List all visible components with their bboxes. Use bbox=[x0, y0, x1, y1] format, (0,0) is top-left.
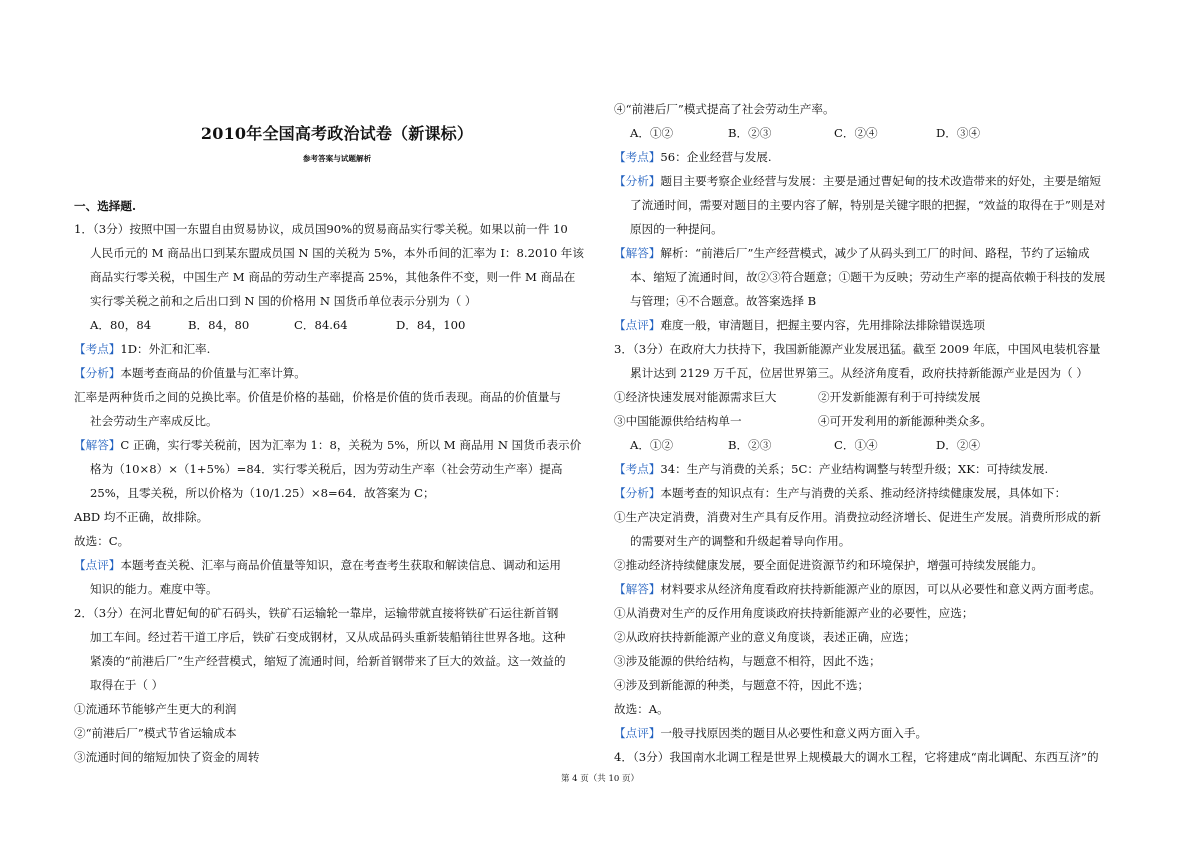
dianping-tag: 【点评】 bbox=[614, 726, 661, 740]
jieda-tag: 【解答】 bbox=[74, 438, 121, 452]
dianping-tag: 【点评】 bbox=[614, 318, 661, 332]
q2-dianping-text: 难度一般，审清题目，把握主要内容，先用排除法排除错误选项 bbox=[660, 318, 986, 332]
q1-fenxi-text: 本题考查商品的价值量与汇率计算。 bbox=[120, 366, 306, 380]
q3-option-a: A．①② bbox=[630, 438, 674, 452]
q3-item-1: ①经济快速发展对能源需求巨大 bbox=[614, 390, 777, 404]
q2-jieda-line-1: 解析：“前港后厂”生产经营模式，减少了从码头到工厂的时间、路程，节约了运输成 bbox=[660, 246, 1090, 260]
q3-kaodian bbox=[614, 461, 1048, 477]
q3-option-c: C．①④ bbox=[834, 438, 878, 452]
q2-item-2: ②“前港后厂”模式节省运输成本 bbox=[74, 726, 237, 740]
q1-dianping bbox=[74, 557, 561, 573]
q3-reason-2: ②从政府扶持新能源产业的意义角度谈，表述正确，应选； bbox=[614, 630, 916, 644]
q2-fenxi-line-3: 原因的一种提问。 bbox=[630, 222, 723, 236]
q3-jieda-text: 材料要求从经济角度看政府扶持新能源产业的原因，可以从必要性和意义两方面考虑。 bbox=[660, 582, 1101, 596]
q2-item-3: ③流通时间的缩短加快了资金的周转 bbox=[74, 750, 260, 764]
q2-jieda-line-3: 与管理；④不合题意。故答案选择 B bbox=[630, 294, 817, 308]
q1-option-d: D．84，100 bbox=[396, 318, 466, 332]
q2-line-2: 加工车间。经过若干道工序后，铁矿石变成钢材，又从成品码头重新装船销往世界各地。这种 bbox=[90, 630, 566, 644]
dianping-tag: 【点评】 bbox=[74, 558, 121, 572]
q2-fenxi-line-1: 题目主要考察企业经营与发展：主要是通过曹妃甸的技术改造带来的好处，主要是缩短 bbox=[660, 174, 1101, 188]
q3-kaodian-text: 34：生产与消费的关系；5C：产业结构调整与转型升级；XK：可持续发展. bbox=[660, 462, 1049, 476]
q1-choice: 故选：C。 bbox=[74, 534, 130, 548]
q1-jieda-line-1: C 正确，实行零关税前，因为汇率为 1：8，关税为 5%，所以 M 商品用 N 国货币表示价 bbox=[120, 438, 582, 452]
q1-dianping-line-1: 本题考查关税、汇率与商品价值量等知识，意在考查考生获取和解读信息、调动和运用 bbox=[120, 558, 561, 572]
q1-line-4: 实行零关税之前和之后出口到 N 国的价格用 N 国货币单位表示分别为（ ） bbox=[90, 294, 477, 308]
q1-option-a: A．80，84 bbox=[90, 318, 152, 332]
page-subtitle: 参考答案与试题解析 bbox=[302, 154, 372, 163]
q2-fenxi-line-2: 了流通时间，需要对题目的主要内容了解，特别是关键字眼的把握，“效益的取得在于”则是对 bbox=[630, 198, 1106, 212]
q4-line-1: 4．（3分）我国南水北调工程是世界上规模最大的调水工程，它将建成“南北调配、东西互济”的 bbox=[614, 750, 1099, 764]
q2-line-4: 取得在于（ ） bbox=[90, 678, 164, 692]
q3-body-line-1: ①生产决定消费，消费对生产具有反作用。消费拉动经济增长、促进生产发展。消费所形成的新 bbox=[614, 510, 1101, 524]
page-footer: 第 4 页（共 10 页） bbox=[560, 774, 640, 784]
q2-item-1: ①流通环节能够产生更大的利润 bbox=[74, 702, 237, 716]
kaodian-tag: 【考点】 bbox=[614, 150, 661, 164]
q1-body-line-2: 社会劳动生产率成反比。 bbox=[90, 414, 218, 428]
q1-abd-note: ABD 均不正确，故排除。 bbox=[74, 510, 209, 524]
q1-body-line-1: 汇率是两种货币之间的兑换比率。价值是价格的基础，价格是价值的货币表现。商品的价值量与 bbox=[74, 390, 561, 404]
q2-option-d: D．③④ bbox=[936, 126, 981, 140]
q3-dianping-text: 一般寻找原因类的题目从必要性和意义两方面入手。 bbox=[660, 726, 928, 740]
q3-dianping bbox=[614, 725, 927, 741]
jieda-tag: 【解答】 bbox=[614, 246, 661, 260]
q1-jieda-line-3: 25%，且零关税，所以价格为（10/1.25）×8=64．故答案为 C； bbox=[90, 486, 435, 500]
q1-jieda-line-2: 格为（10×8）×（1+5%）=84．实行零关税后，因为劳动生产率（社会劳动生产率）提高 bbox=[90, 462, 563, 476]
q3-item-4: ④可开发利用的新能源种类众多。 bbox=[818, 414, 992, 428]
q1-kaodian-text: 1D：外汇和汇率. bbox=[120, 342, 211, 356]
q1-line-1: 1．（3分）按照中国一东盟自由贸易协议，成员国90%的贸易商品实行零关税。如果以前一件 10 bbox=[74, 222, 568, 236]
q1-line-2: 人民币元的 M 商品出口到某东盟成员国 N 国的关税为 5%，本外币间的汇率为 I：8.2010 年该 bbox=[90, 246, 584, 260]
q1-jieda bbox=[74, 437, 581, 453]
q2-dianping bbox=[614, 317, 985, 333]
q3-item-2: ②开发新能源有利于可持续发展 bbox=[818, 390, 981, 404]
fenxi-tag: 【分析】 bbox=[74, 366, 121, 380]
q3-line-1: 3．（3分）在政府大力扶持下，我国新能源产业发展迅猛。截至 2009 年底，中国风电装机容量 bbox=[614, 342, 1101, 356]
q1-line-3: 商品实行零关税，中国生产 M 商品的劳动生产率提高 25%，其他条件不变，则一件 M 商品在 bbox=[90, 270, 576, 284]
q2-kaodian bbox=[614, 149, 772, 165]
q1-dianping-line-2: 知识的能力。难度中等。 bbox=[90, 582, 218, 596]
q2-jieda-line-2: 本、缩短了流通时间，故②③符合题意；①题干为反映；劳动生产率的提高依赖于科技的发展 bbox=[630, 270, 1106, 284]
page-title: 2010年全国高考政治试卷（新课标） bbox=[200, 124, 474, 143]
q3-body-line-2: 的需要对生产的调整和升级起着导向作用。 bbox=[630, 534, 851, 548]
q1-kaodian bbox=[74, 341, 210, 357]
q3-fenxi bbox=[614, 485, 1066, 501]
fenxi-tag: 【分析】 bbox=[614, 486, 661, 500]
q2-option-b: B．②③ bbox=[728, 126, 772, 140]
q2-item-4: ④“前港后厂”模式提高了社会劳动生产率。 bbox=[614, 102, 835, 116]
jieda-tag: 【解答】 bbox=[614, 582, 661, 596]
q3-fenxi-text: 本题考查的知识点有：生产与消费的关系、推动经济持续健康发展，具体如下： bbox=[660, 486, 1067, 500]
q3-option-b: B．②③ bbox=[728, 438, 772, 452]
q1-option-c: C．84.64 bbox=[294, 318, 348, 332]
q3-item-3: ③中国能源供给结构单一 bbox=[614, 414, 742, 428]
q2-fenxi bbox=[614, 173, 1101, 189]
q3-reason-3: ③涉及能源的供给结构，与题意不相符，因此不选； bbox=[614, 654, 881, 668]
q2-jieda bbox=[614, 245, 1090, 261]
q3-option-d: D．②④ bbox=[936, 438, 981, 452]
q3-line-2: 累计达到 2129 万千瓦，位居世界第三。从经济角度看，政府扶持新能源产业是因为（ ） bbox=[630, 366, 1088, 380]
q2-option-a: A．①② bbox=[630, 126, 674, 140]
fenxi-tag: 【分析】 bbox=[614, 174, 661, 188]
q3-choice: 故选：A。 bbox=[614, 702, 669, 716]
q2-line-1: 2．（3分）在河北曹妃甸的矿石码头，铁矿石运输轮一靠岸，运输带就直接将铁矿石运往新首钢 bbox=[74, 606, 559, 620]
section-heading: 一、选择题. bbox=[74, 199, 137, 213]
q2-option-c: C．②④ bbox=[834, 126, 878, 140]
q2-kaodian-text: 56：企业经营与发展. bbox=[660, 150, 772, 164]
q3-body-line-3: ②推动经济持续健康发展，要全面促进资源节约和环境保护，增强可持续发展能力。 bbox=[614, 558, 1043, 572]
q3-jieda bbox=[614, 581, 1101, 597]
q1-fenxi bbox=[74, 365, 306, 381]
kaodian-tag: 【考点】 bbox=[74, 342, 121, 356]
kaodian-tag: 【考点】 bbox=[614, 462, 661, 476]
q2-line-3: 紧凑的“前港后厂”生产经营模式，缩短了流通时间，给新首钢带来了巨大的效益。这一效益的 bbox=[90, 654, 566, 668]
q3-reason-4: ④涉及到新能源的种类，与题意不符，因此不选； bbox=[614, 678, 870, 692]
q1-option-b: B．84，80 bbox=[188, 318, 250, 332]
q3-reason-1: ①从消费对生产的反作用角度谈政府扶持新能源产业的必要性，应选； bbox=[614, 606, 974, 620]
